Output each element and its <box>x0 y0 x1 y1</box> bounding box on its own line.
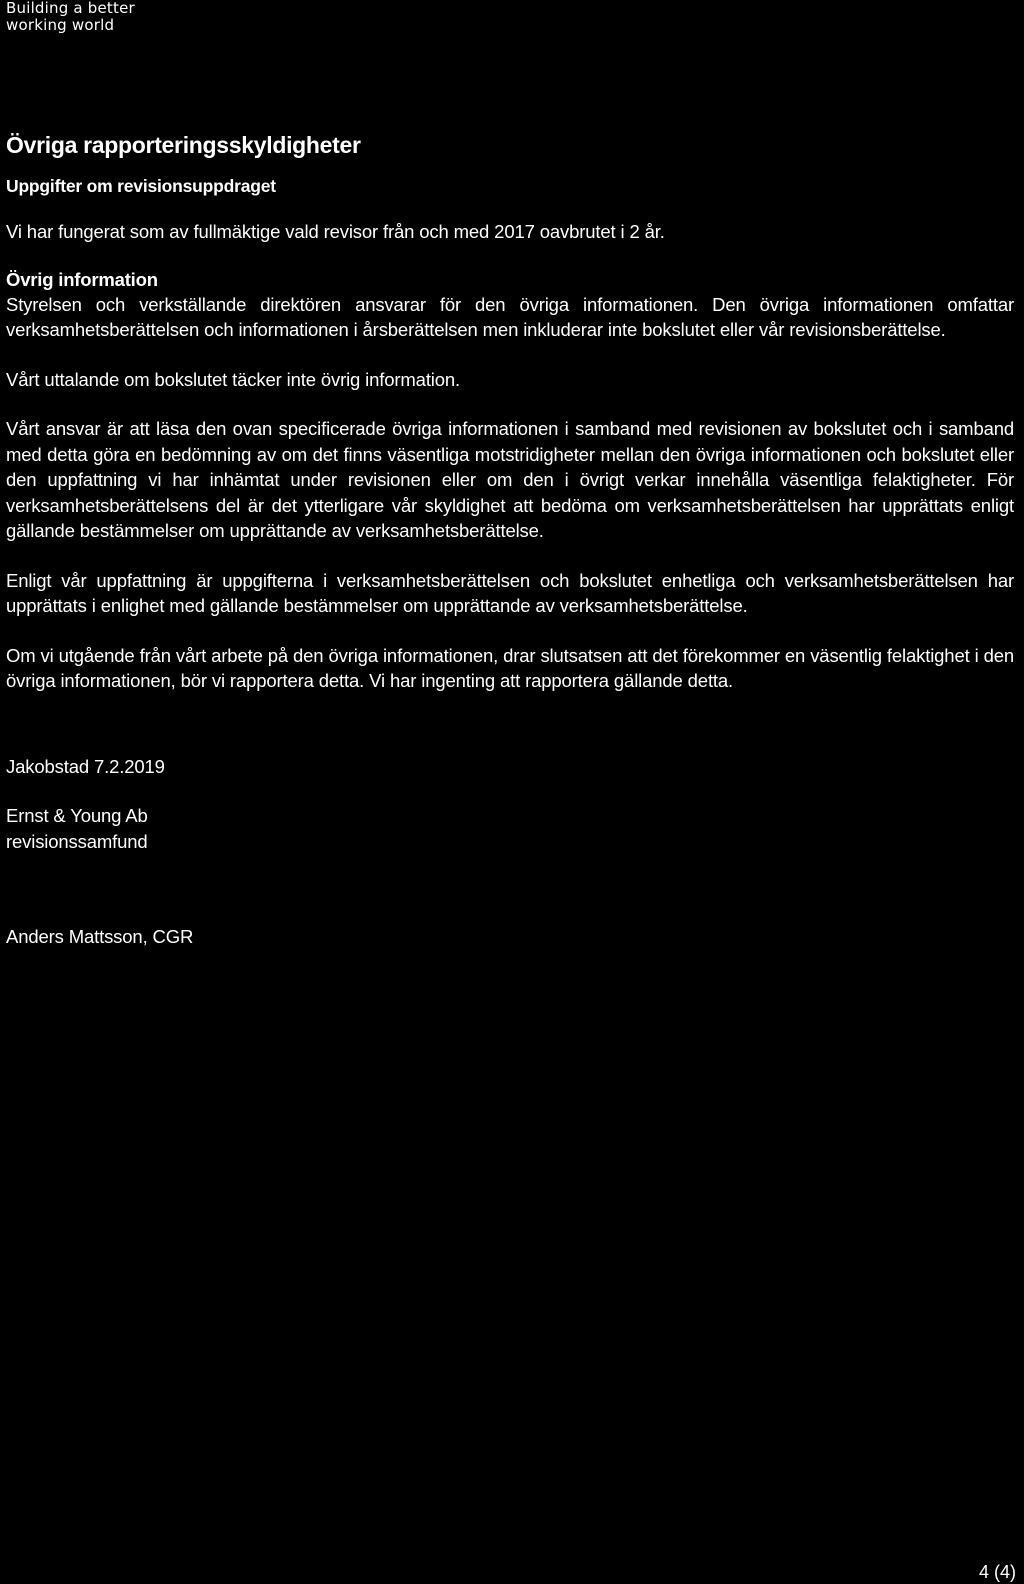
other-information-paragraph-1: Styrelsen och verkställande direktören ansvarar för den övriga informationen. Den övriga informationen omfattar verksamhetsberättelsen och informationen i årsberättelsen men inkluderar inte bokslutet eller vår revisionsberättelse. <box>6 293 1014 340</box>
other-information-paragraph-4: Enligt vår uppfattning är uppgifterna i verksamhetsberättelsen och bokslutet enhetliga och verksamhetsberättelsen har upprättats i enlighet med gällande bestämmelser om upprättande av verksamhetsberättelse. <box>6 569 1014 616</box>
company-type: revisionssamfund <box>6 830 148 852</box>
page-number: 4 (4) <box>978 1562 1016 1582</box>
report-content <box>6 130 1014 950</box>
section-subtitle: Uppgifter om revisionsuppdraget <box>6 176 276 196</box>
engagement-paragraph: Vi har fungerat som av fullmäktige vald revisor från och med 2017 oavbrutet i 2 år. <box>6 221 665 242</box>
other-information-paragraph-2: Vårt uttalande om bokslutet täcker inte övrig information. <box>6 368 461 390</box>
other-information-paragraph-3: Vårt ansvar är att läsa den ovan specificerade övriga informationen i samband med revisionen av bokslutet och i samband med detta göra en bedömning av om det finns väsentliga motstridigheter mellan den övriga informationen och bokslutet eller den uppfattning vi har inhämtat under revisionen eller om den i övrigt verkar innehålla väsentliga felaktigheter. För verksamhetsberättelsens del är det ytterligare vår skyldighet att bedöma om verksamhetsberättelsen har upprättats enligt gällande bestämmelser om upprättande av verksamhetsberättelse. <box>6 418 1014 541</box>
section-title: Övriga rapporteringsskyldigheter <box>6 132 361 158</box>
ey-tagline <box>6 0 135 34</box>
signer-name: Anders Mattsson, CGR <box>6 926 194 947</box>
other-information-heading: Övrig information <box>6 268 158 290</box>
tagline-line-1: Building a better <box>6 0 135 17</box>
company-name: Ernst & Young Ab <box>6 805 148 826</box>
other-information-paragraph-5: Om vi utgående från vårt arbete på den övriga informationen, drar slutsatsen att det förekommer en väsentlig felaktighet i den övriga informationen, bör vi rapportera detta. Vi har ingenting att rapportera gällande detta. <box>6 644 1014 691</box>
tagline-line-2: working world <box>6 16 115 34</box>
place-and-date: Jakobstad 7.2.2019 <box>6 755 165 777</box>
